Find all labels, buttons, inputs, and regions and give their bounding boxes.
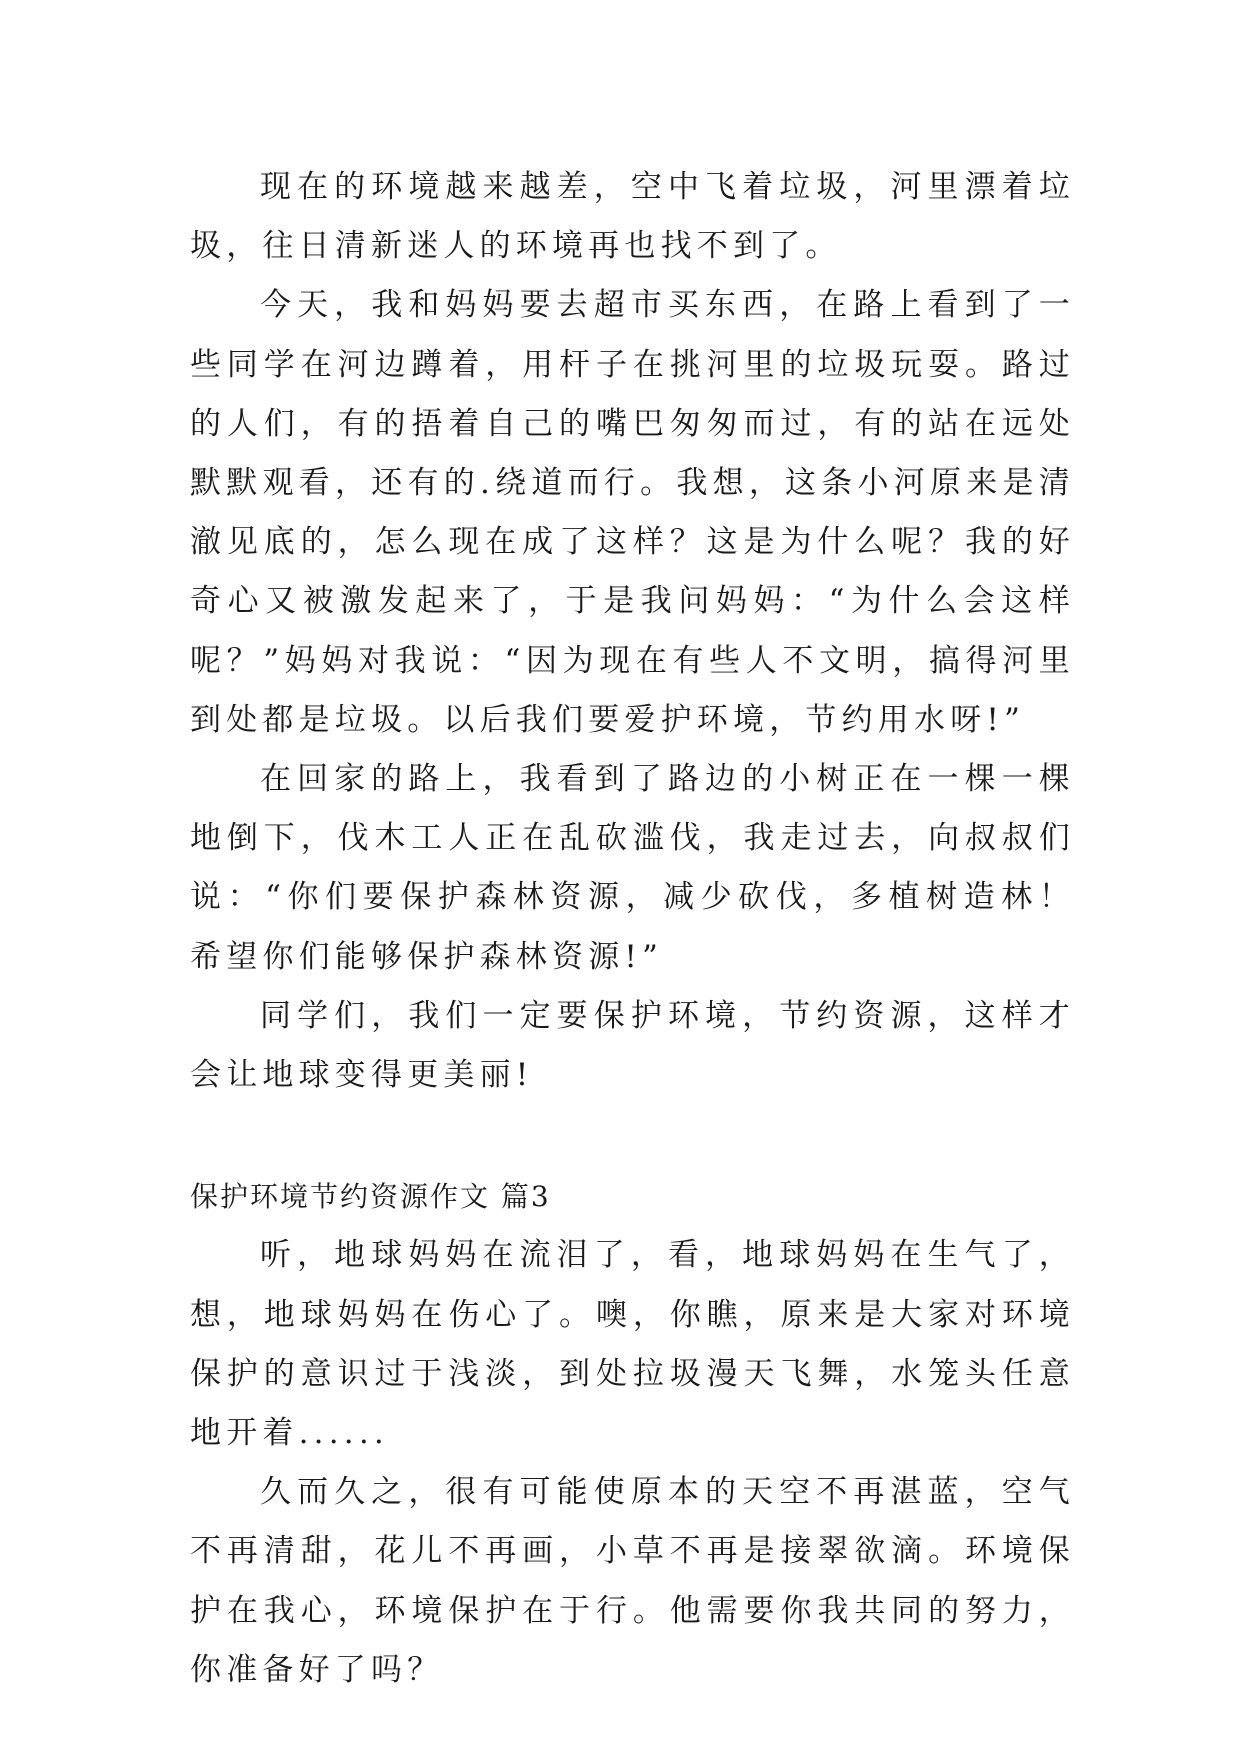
- paragraph: 久而久之，很有可能使原本的天空不再湛蓝，空气不再清甜，花儿不再画，小草不再是接翠欲滴。环境保护在我心，环境保护在于行。他需要你我共同的努力，你准备好了吗？: [190, 1474, 1075, 1688]
- paragraph: 现在的环境越来越差，空中飞着垃圾，河里漂着垃圾，往日清新迷人的环境再也找不到了。: [190, 169, 1075, 265]
- paragraph: 听，地球妈妈在流泪了，看，地球妈妈在生气了，想，地球妈妈在伤心了。噢，你瞧，原来是大家对环境保护的意识过于浅淡，到处拉圾漫天飞舞，水笼头任意地开着......: [190, 1237, 1075, 1452]
- paragraph: 在回家的路上，我看到了路边的小树正在一棵一棵地倒下，伐木工人正在乱砍滥伐，我走过去，向叔叔们说：“你们要保护森林资源，减少砍伐，多植树造林！希望你们能够保护森林资源!”: [190, 761, 1075, 975]
- essay-section-2: [190, 1167, 1075, 1700]
- paragraph: 同学们，我们一定要保护环境，节约资源，这样才会让地球变得更美丽!: [190, 997, 1075, 1094]
- essay-section-1: [190, 158, 1075, 1105]
- section-heading: 保护环境节约资源作文 篇3: [190, 1180, 551, 1214]
- paragraph: 今天，我和妈妈要去超市买东西，在路上看到了一些同学在河边蹲着，用杆子在挑河里的垃圾玩耍。路过的人们，有的捂着自己的嘴巴匆匆而过，有的站在远处默默观看，还有的.绕道而行。我想，这条小河原来是清澈见底的，怎么现在成了这样？这是为什么呢？我的好奇心又被激发起来了，于是我问妈妈：“为什么会这样呢？”妈妈对我说：“因为现在有些人不文明，搞得河里到处都是垃圾。以后我们要爱护环境，节约用水呀!”: [190, 287, 1075, 738]
- document-page: [190, 158, 1075, 1700]
